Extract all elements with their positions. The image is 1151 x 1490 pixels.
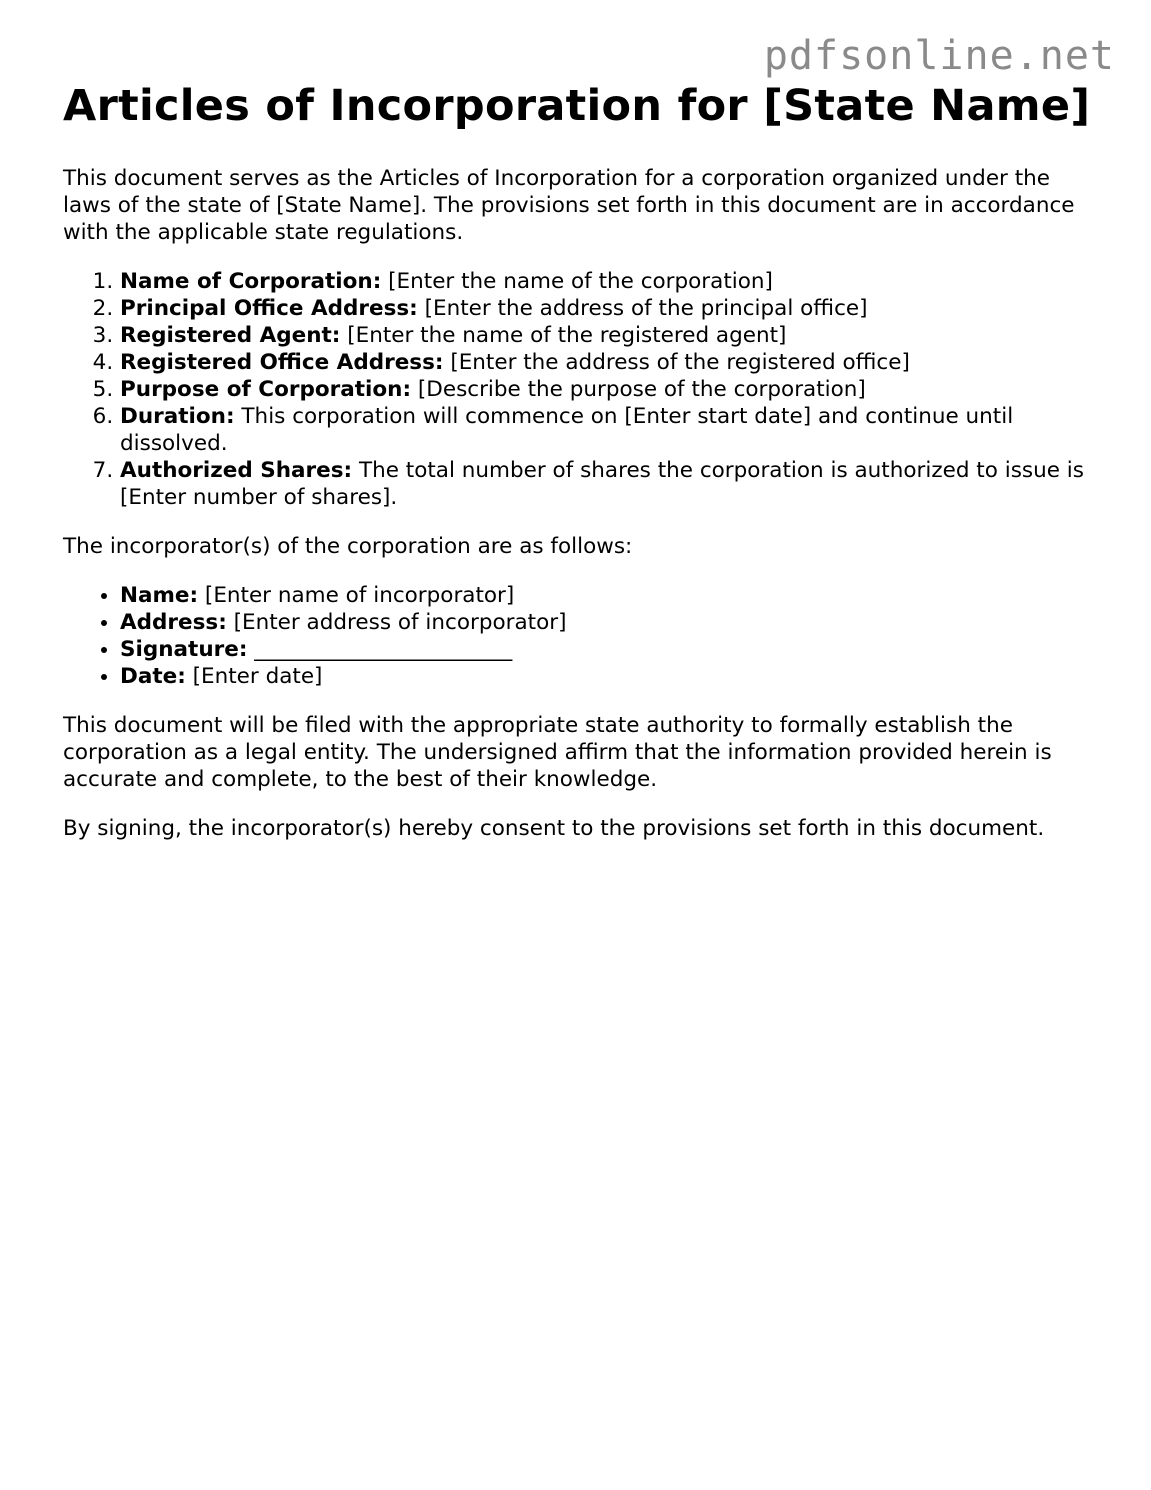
incorporator-field [120,663,1098,690]
article-text: [Enter the address of the registered office] [443,350,910,375]
field-value: [Enter address of incorporator] [226,610,567,635]
document-body [63,80,1098,842]
article-text: [Enter the address of the principal office] [417,296,868,321]
article-label: Name of Corporation: [120,269,382,294]
incorporator-field [120,636,1098,663]
signature-line: ________________________ [247,637,513,662]
articles-list [63,268,1098,511]
intro-paragraph: This document serves as the Articles of Incorporation for a corporation organized under the laws of the state of [State Name]. The provisions set forth in this document are in accordance with the applicable state regulations. [63,166,1075,245]
article-item [120,322,1098,349]
article-label: Registered Office Address: [120,350,444,375]
incorporator-field [120,582,1098,609]
incorporator-field [120,609,1098,636]
article-item [120,376,1098,403]
article-item [120,268,1098,295]
article-label: Purpose of Corporation: [120,377,412,402]
article-label: Authorized Shares: [120,458,353,483]
article-label: Registered Agent: [120,323,341,348]
incorporators-intro: The incorporator(s) of the corporation are as follows: [63,534,633,559]
consent-paragraph: By signing, the incorporator(s) hereby consent to the provisions set forth in this document. [63,816,1045,841]
article-item [120,349,1098,376]
field-label: Date: [120,664,186,689]
document-title: Articles of Incorporation for [State Name] [63,81,1091,131]
article-label: Duration: [120,404,235,429]
field-value: [Enter date] [185,664,323,689]
incorporator-fields-list [63,582,1098,690]
article-text: The total number of shares the corporation is authorized to issue is [Enter number of shares]. [120,458,1084,510]
article-item [120,295,1098,322]
filing-paragraph: This document will be filed with the appropriate state authority to formally establish the corporation as a legal entity. The undersigned affirm that the information provided herein is accurate and complete, to the best of their knowledge. [63,713,1052,792]
article-text: [Describe the purpose of the corporation] [411,377,866,402]
article-text: This corporation will commence on [Enter start date] and continue until dissolved. [120,404,1014,456]
field-value: [Enter name of incorporator] [198,583,515,608]
article-text: [Enter the name of the registered agent] [340,323,787,348]
field-label: Signature: [120,637,248,662]
article-label: Principal Office Address: [120,296,418,321]
article-item [120,457,1098,511]
field-label: Name: [120,583,199,608]
field-label: Address: [120,610,227,635]
article-text: [Enter the name of the corporation] [381,269,773,294]
article-item [120,403,1098,457]
watermark: pdfsonline.net [763,33,1115,79]
